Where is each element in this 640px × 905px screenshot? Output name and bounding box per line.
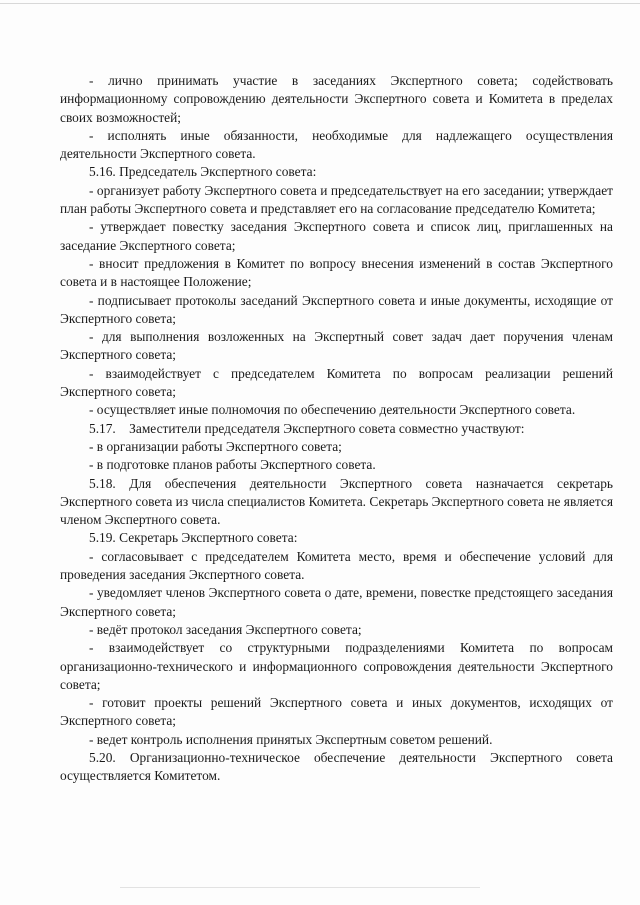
paragraph: - согласовывает с председателем Комитета место, время и обеспечение условий для проведения заседания Экспертного совета. <box>60 548 613 583</box>
paragraph: - лично принимать участие в заседаниях Экспертного совета; содействовать информационному сопровождению деятельности Экспертного совета и Комитета в пределах своих возможностей; <box>60 73 613 125</box>
paragraph: - вносит предложения в Комитет по вопросу внесения изменений в состав Экспертного совета и в настоящее Положение; <box>60 255 613 290</box>
top-scan-line <box>0 3 640 4</box>
paragraph: 5.18. Для обеспечения деятельности Экспертного совета назначается секретарь Экспертного совета из числа специалистов Комитета. Секретарь Экспертного совета не является членом Экспертного совета. <box>60 475 613 528</box>
paragraph: - в организации работы Экспертного совета; <box>89 438 342 454</box>
paragraph: - уведомляет членов Экспертного совета о дате, времени, повестке предстоящего заседания Экспертного совета; <box>60 585 613 619</box>
paragraph: 5.20. Организационно-техническое обеспечение деятельности Экспертного совета осуществляется Комитетом. <box>60 749 613 784</box>
paragraph: - для выполнения возложенных на Экспертный совет задач дает поручения членам Экспертного совета; <box>60 329 613 363</box>
paragraph: - организует работу Экспертного совета и председательствует на его заседании; утверждает план работы Экспертного совета и представляет его на согласование председателю Комитета; <box>60 182 613 217</box>
paragraph: - подписывает протоколы заседаний Экспертного совета и иные документы, исходящие от Экспертного совета; <box>60 292 613 326</box>
paragraph: - ведет контроль исполнения принятых Экспертным советом решений. <box>89 731 493 747</box>
paragraph: - взаимодействует со структурными подразделениями Комитета по вопросам организационно-технического и информационного сопровождения деятельности Экспертного совета; <box>60 640 613 692</box>
paragraph: - утверждает повестку заседания Экспертного совета и список лиц, приглашенных на заседание Экспертного совета; <box>60 219 613 253</box>
paragraph: - ведёт протокол заседания Экспертного совета; <box>89 621 362 637</box>
paragraph: - взаимодействует с председателем Комитета по вопросам реализации решений Экспертного совета; <box>60 365 613 400</box>
paragraph: - исполнять иные обязанности, необходимые для надлежащего осуществления деятельности Экспертного совета. <box>60 127 613 162</box>
paragraph: - готовит проекты решений Экспертного совета и иных документов, исходящих от Экспертного совета; <box>60 695 613 729</box>
section-heading: 5.17. Заместители председателя Экспертного совета совместно участвуют: <box>89 420 525 436</box>
section-heading: 5.19. Секретарь Экспертного совета: <box>89 530 298 546</box>
document-body <box>60 72 613 786</box>
paragraph: - осуществляет иные полномочия по обеспечению деятельности Экспертного совета. <box>89 402 576 418</box>
section-heading: 5.16. Председатель Экспертного совета: <box>89 164 317 180</box>
bottom-scan-line <box>120 887 480 888</box>
paragraph: - в подготовке планов работы Экспертного совета. <box>89 457 376 473</box>
